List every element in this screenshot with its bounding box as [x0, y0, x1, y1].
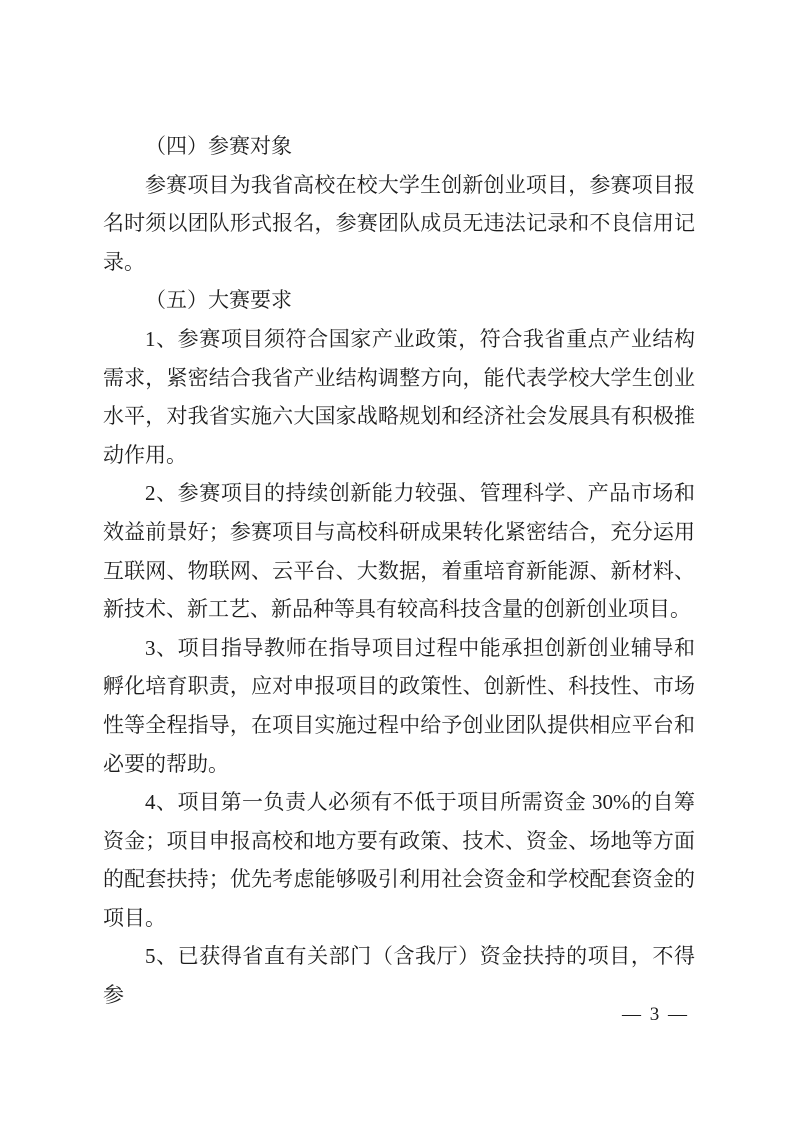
page-number: — 3 — [622, 1004, 689, 1025]
paragraph-requirement-5: 5、已获得省直有关部门（含我厅）资金扶持的项目，不得参 [103, 944, 695, 1008]
paragraph-requirement-1: 1、参赛项目须符合国家产业政策，符合我省重点产业结构需求，紧密结合我省产业结构调整方向，能代表学校大学生创业水平，对我省实施六大国家战略规划和经济社会发展具有积极推动作用。 [103, 326, 695, 467]
paragraph-participant-eligibility: 参赛项目为我省高校在校大学生创新创业项目，参赛项目报名时须以团队形式报名，参赛团队成员无违法记录和不良信用记录。 [103, 172, 695, 274]
section-heading-5-requirements: （五）大赛要求 [145, 288, 292, 313]
paragraph-requirement-4: 4、项目第一负责人必须有不低于项目所需资金 30%的自筹资金；项目申报高校和地方要有政策、技术、资金、场地等方面的配套扶持；优先考虑能够吸引利用社会资金和学校配套资金的项目。 [103, 790, 695, 930]
document-body [103, 127, 695, 1015]
section-heading-4-participants: （四）参赛对象 [145, 134, 292, 158]
paragraph-requirement-3: 3、项目指导教师在指导项目过程中能承担创新创业辅导和孵化培育职责，应对申报项目的政策性、创新性、科技性、市场性等全程指导，在项目实施过程中给予创业团队提供相应平台和必要的帮助。 [103, 635, 695, 776]
paragraph-requirement-2: 2、参赛项目的持续创新能力较强、管理科学、产品市场和效益前景好；参赛项目与高校科研成果转化紧密结合，充分运用互联网、物联网、云平台、大数据，着重培育新能源、新材料、新技术、新工艺、新品种等具有较高科技含量的创新创业项目。 [103, 481, 695, 622]
